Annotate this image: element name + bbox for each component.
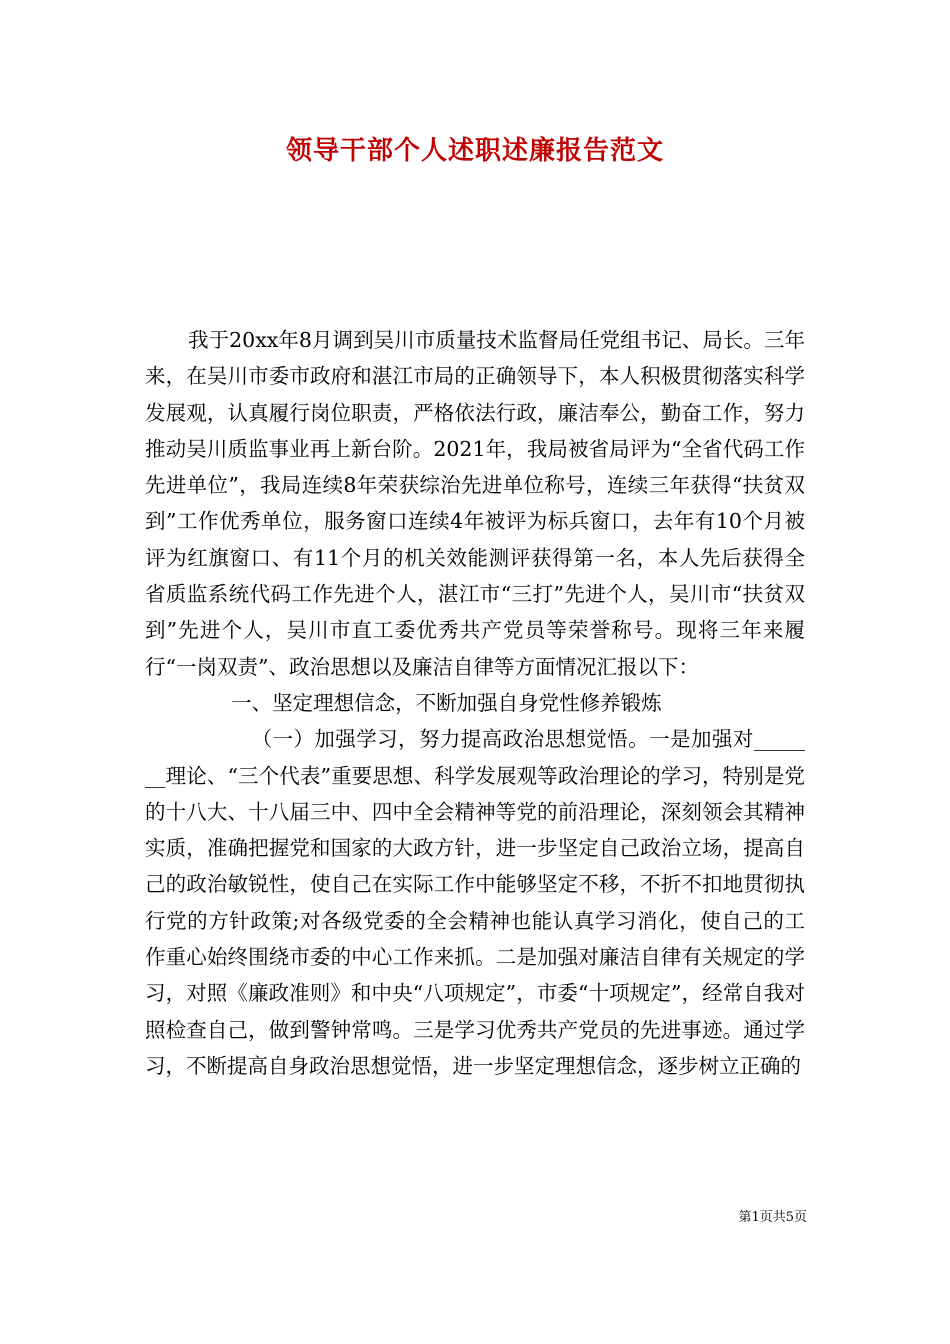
paragraph-section-1-1: （一）加强学习，努力提高政治思想觉悟。一是加强对_______理论、“三个代表”重要思想、科学发展观等政治理论的学习，特别是党的十八大、十八届三中、四中全会精神等党的前沿理论，深刻领会其精神实质，准确把握党和国家的大政方针，进一步坚定自己政治立场，提高自己的政治敏锐性，使自己在实际工作中能够坚定不移，不折不扣地贯彻执行党的方针政策;对各级党委的全会精神也能认真学习消化，使自己的工作重心始终围绕市委的中心工作来抓。二是加强对廉洁自律有关规定的学习，对照《廉政准则》和中央“八项规定”，市委“十项规定”，经常自我对照检查自己，做到警钟常鸣。三是学习优秀共产党员的先进事迹。通过学习，不断提高自身政治思想觉悟，进一步坚定理想信念，逐步树立正确的 xyxy=(145,727,805,1078)
paragraph-intro: 我于20xx年8月调到吴川市质量技术监督局任党组书记、局长。三年来，在吴川市委市政府和湛江市局的正确领导下，本人积极贯彻落实科学发展观，认真履行岗位职责，严格依法行政，廉洁奉公，勤奋工作，努力推动吴川质监事业再上新台阶。2021年，我局被省局评为“全省代码工作先进单位”，我局连续8年荣获综治先进单位称号，连续三年获得“扶贫双到”工作优秀单位，服务窗口连续4年被评为标兵窗口，去年有10个月被评为红旗窗口、有11个月的机关效能测评获得第一名，本人先后获得全省质监系统代码工作先进个人，湛江市“三打”先进个人，吴川市“扶贫双到”先进个人，吴川市直工委优秀共产党员等荣誉称号。现将三年来履行“一岗双责”、政治思想以及廉洁自律等方面情况汇报以下： xyxy=(145,328,805,679)
page-number-footer: 第1页共5页 xyxy=(738,1210,807,1225)
section-heading-1: 一、坚定理想信念，不断加强自身党性修养锻炼 xyxy=(231,690,662,715)
document-title: 领导干部个人述职述廉报告范文 xyxy=(285,136,664,166)
document-body xyxy=(145,322,805,1084)
